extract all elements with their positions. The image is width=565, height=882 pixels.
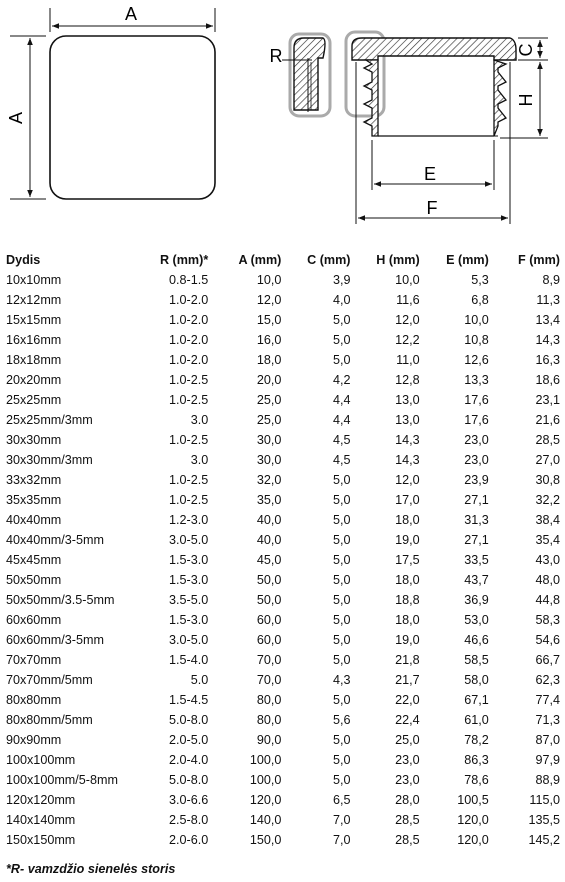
cell-f: 97,9 [535,753,560,767]
cell-c: 5,6 [333,713,351,727]
cell-r: 5.0-8.0 [169,713,209,727]
cell-e: 53,0 [464,613,489,627]
cell-size: 60x60mm [6,613,62,627]
cell-size: 40x40mm/3-5mm [6,533,104,547]
footnote: *R- vamzdžio sienelės storis [6,862,176,876]
table-row [0,290,565,310]
cell-c: 5,0 [333,513,351,527]
cell-r: 5.0-8.0 [169,773,209,787]
table-row [0,350,565,370]
cell-r: 3.0-6.6 [169,793,209,807]
cell-c: 5,0 [333,353,351,367]
cell-r: 1.0-2.5 [169,433,209,447]
cell-h: 18,0 [395,513,420,527]
cell-h: 13,0 [395,413,420,427]
cell-a: 150,0 [249,833,282,847]
cell-r: 3.5-5.0 [169,593,209,607]
cell-c: 7,0 [333,833,351,847]
cell-f: 44,8 [535,593,560,607]
cell-f: 16,3 [535,353,560,367]
cell-f: 23,1 [535,393,560,407]
cell-a: 120,0 [249,793,282,807]
cell-h: 14,3 [395,453,420,467]
cell-c: 5,0 [333,493,351,507]
cell-a: 10,0 [256,273,282,287]
cell-h: 12,8 [395,373,420,387]
cell-a: 90,0 [256,733,282,747]
table-row [0,450,565,470]
cell-f: 88,9 [535,773,560,787]
cell-r: 3.0-5.0 [169,633,209,647]
cell-c: 4,4 [333,393,351,407]
cell-e: 17,6 [464,413,489,427]
cell-r: 1.5-3.0 [169,613,209,627]
table-row [0,390,565,410]
cell-h: 12,0 [395,473,420,487]
label-c: C [516,43,536,57]
cell-size: 120x120mm [6,793,76,807]
header-h: H (mm) [376,253,420,267]
cell-c: 4,4 [333,413,351,427]
cell-size: 150x150mm [6,833,76,847]
table-row [0,710,565,730]
header-e: E (mm) [446,253,489,267]
cell-h: 19,0 [395,633,420,647]
cell-a: 30,0 [256,453,282,467]
cell-r: 3.0 [190,413,209,427]
cell-e: 43,7 [464,573,489,587]
cell-r: 1.2-3.0 [169,513,209,527]
cell-c: 5,0 [333,753,351,767]
cell-r: 1.0-2.5 [169,493,209,507]
cell-a: 50,0 [256,573,282,587]
cell-c: 5,0 [333,313,351,327]
table-row [0,370,565,390]
cell-a: 40,0 [256,533,282,547]
spec-table [0,250,565,850]
table-row [0,410,565,430]
cell-h: 22,0 [395,693,420,707]
cell-e: 67,1 [464,693,489,707]
label-e: E [423,164,437,184]
cell-a: 80,0 [256,693,282,707]
cell-a: 100,0 [249,753,282,767]
cell-f: 38,4 [535,513,560,527]
cell-e: 12,6 [464,353,489,367]
table-row [0,790,565,810]
cell-f: 135,5 [528,813,560,827]
cell-c: 5,0 [333,553,351,567]
cell-r: 2.0-5.0 [169,733,209,747]
cell-r: 5.0 [190,673,209,687]
cell-h: 11,6 [396,293,420,307]
cell-size: 25x25mm [6,393,62,407]
table-row [0,590,565,610]
cell-c: 7,0 [333,813,351,827]
cell-a: 140,0 [249,813,282,827]
cell-h: 14,3 [395,433,420,447]
cell-r: 1.5-3.0 [169,573,209,587]
cell-e: 23,0 [464,433,489,447]
cell-c: 5,0 [333,733,351,747]
cell-r: 2.0-4.0 [169,753,209,767]
table-row [0,690,565,710]
cell-size: 100x100mm/5-8mm [6,773,118,787]
cell-e: 13,3 [464,373,489,387]
cell-a: 35,0 [256,493,282,507]
cell-r: 1.0-2.0 [169,293,209,307]
cell-h: 21,8 [395,653,420,667]
cell-h: 12,2 [395,333,420,347]
cell-f: 30,8 [535,473,560,487]
cell-a: 60,0 [256,633,282,647]
front-square [50,36,215,199]
table-row [0,650,565,670]
cell-r: 2.0-6.0 [169,833,209,847]
table-row [0,510,565,530]
cell-f: 13,4 [535,313,560,327]
cell-c: 5,0 [333,473,351,487]
cell-f: 71,3 [535,713,560,727]
cell-c: 5,0 [333,773,351,787]
table-row [0,830,565,850]
cell-h: 28,5 [395,813,420,827]
table-row [0,610,565,630]
cell-r: 1.0-2.0 [169,333,209,347]
table-row [0,550,565,570]
cell-h: 18,0 [395,573,420,587]
cell-r: 1.0-2.5 [169,373,209,387]
cell-c: 5,0 [333,593,351,607]
cell-h: 13,0 [395,393,420,407]
cell-size: 45x45mm [6,553,62,567]
cell-e: 36,9 [464,593,489,607]
cell-c: 5,0 [333,533,351,547]
cell-c: 5,0 [333,693,351,707]
cell-c: 4,5 [333,453,351,467]
cell-h: 22,4 [395,713,420,727]
cell-f: 18,6 [535,373,560,387]
cell-r: 1.5-3.0 [169,553,209,567]
cell-r: 1.5-4.5 [169,693,209,707]
cell-size: 35x35mm [6,493,62,507]
cell-c: 5,0 [333,633,351,647]
cell-h: 23,0 [395,753,420,767]
cell-c: 5,0 [333,333,351,347]
cell-a: 32,0 [256,473,282,487]
cell-f: 66,7 [535,653,560,667]
technical-drawing [0,0,565,245]
cell-f: 14,3 [535,333,560,347]
cell-e: 10,8 [464,333,489,347]
cell-size: 140x140mm [6,813,76,827]
cell-e: 46,6 [464,633,489,647]
table-row [0,750,565,770]
table-row [0,670,565,690]
cell-e: 33,5 [464,553,489,567]
cell-f: 32,2 [535,493,560,507]
cell-size: 80x80mm/5mm [6,713,93,727]
cell-c: 5,0 [333,613,351,627]
cell-h: 12,0 [395,313,420,327]
cell-e: 31,3 [464,513,489,527]
cell-size: 70x70mm/5mm [6,673,93,687]
cell-size: 60x60mm/3-5mm [6,633,104,647]
cell-e: 23,0 [464,453,489,467]
cell-size: 15x15mm [6,313,62,327]
cell-size: 80x80mm [6,693,62,707]
cell-a: 45,0 [256,553,282,567]
label-a-side: A [6,111,26,125]
cell-r: 1.0-2.5 [169,393,209,407]
cell-h: 19,0 [395,533,420,547]
table-body [0,270,565,850]
cell-e: 78,6 [464,773,489,787]
cell-size: 40x40mm [6,513,62,527]
cell-size: 10x10mm [6,273,62,287]
header-f: F (mm) [518,253,560,267]
label-f: F [426,198,438,218]
cell-f: 87,0 [535,733,560,747]
table-row [0,530,565,550]
cell-size: 20x20mm [6,373,62,387]
cell-a: 80,0 [256,713,282,727]
cross-section [346,32,548,224]
cell-c: 4,0 [333,293,351,307]
table-row [0,730,565,750]
cell-e: 58,5 [464,653,489,667]
cell-size: 70x70mm [6,653,62,667]
cell-a: 20,0 [256,373,282,387]
cell-f: 43,0 [535,553,560,567]
cell-f: 77,4 [535,693,560,707]
table-row [0,810,565,830]
cell-a: 18,0 [256,353,282,367]
cell-size: 33x32mm [6,473,62,487]
cell-size: 90x90mm [6,733,62,747]
cell-f: 35,4 [535,533,560,547]
table-row [0,770,565,790]
cell-e: 58,0 [464,673,489,687]
cell-size: 100x100mm [6,753,76,767]
cell-e: 86,3 [464,753,489,767]
cell-r: 0.8-1.5 [169,273,209,287]
cell-e: 120,0 [457,833,489,847]
cell-size: 50x50mm [6,573,62,587]
cell-h: 17,5 [395,553,420,567]
cell-f: 11,3 [536,293,560,307]
cell-e: 23,9 [464,473,489,487]
cell-h: 18,8 [395,593,420,607]
cell-e: 17,6 [464,393,489,407]
table-row [0,430,565,450]
table-row [0,490,565,510]
cell-size: 25x25mm/3mm [6,413,93,427]
cell-e: 27,1 [464,533,489,547]
table-row [0,570,565,590]
cell-a: 16,0 [256,333,282,347]
cell-size: 12x12mm [6,293,62,307]
cell-c: 5,0 [333,573,351,587]
cell-size: 30x30mm/3mm [6,453,93,467]
cell-h: 23,0 [395,773,420,787]
table-row [0,630,565,650]
table-row [0,470,565,490]
cell-h: 17,0 [395,493,420,507]
cell-c: 4,3 [333,673,351,687]
cell-r: 1.5-4.0 [169,653,209,667]
cell-a: 100,0 [249,773,282,787]
cell-a: 15,0 [256,313,282,327]
cell-f: 62,3 [535,673,560,687]
cell-f: 58,3 [535,613,560,627]
cell-a: 50,0 [256,593,282,607]
header-a: A (mm) [238,253,282,267]
cell-a: 60,0 [256,613,282,627]
table-row [0,310,565,330]
cell-size: 16x16mm [6,333,62,347]
cell-a: 40,0 [256,513,282,527]
header-c: C (mm) [307,253,351,267]
table-row [0,330,565,350]
cell-c: 6,5 [333,793,351,807]
cell-a: 25,0 [256,393,282,407]
cell-r: 2.5-8.0 [169,813,209,827]
cell-size: 30x30mm [6,433,62,447]
cell-a: 12,0 [256,293,282,307]
cell-e: 120,0 [457,813,489,827]
cell-c: 4,2 [333,373,351,387]
table-header-row [0,250,565,270]
table-row [0,270,565,290]
cell-h: 28,0 [395,793,420,807]
cell-a: 70,0 [256,653,282,667]
cell-size: 50x50mm/3.5-5mm [6,593,115,607]
cell-h: 28,5 [395,833,420,847]
cell-r: 3.0-5.0 [169,533,209,547]
label-r: R [269,46,283,66]
cell-e: 5,3 [471,273,489,287]
cell-f: 48,0 [535,573,560,587]
cell-e: 61,0 [464,713,489,727]
cell-r: 3.0 [190,453,209,467]
cell-r: 1.0-2.5 [169,473,209,487]
cell-h: 18,0 [395,613,420,627]
cell-h: 11,0 [396,353,420,367]
cell-f: 145,2 [528,833,560,847]
cell-size: 18x18mm [6,353,62,367]
label-a-top: A [124,4,138,24]
cell-a: 70,0 [256,673,282,687]
cell-r: 1.0-2.0 [169,313,209,327]
cell-e: 100,5 [457,793,489,807]
cell-h: 10,0 [395,273,420,287]
cell-c: 3,9 [333,273,351,287]
cell-f: 8,9 [542,273,560,287]
cell-f: 21,6 [535,413,560,427]
cell-e: 78,2 [464,733,489,747]
cell-e: 6,8 [471,293,489,307]
header-size: Dydis [6,253,41,267]
cell-f: 27,0 [535,453,560,467]
cell-e: 27,1 [464,493,489,507]
cell-f: 54,6 [535,633,560,647]
cell-f: 28,5 [535,433,560,447]
front-view [6,4,215,199]
cell-e: 10,0 [464,313,489,327]
cell-c: 5,0 [333,653,351,667]
cell-h: 21,7 [395,673,420,687]
header-r: R (mm)* [159,253,209,267]
cell-h: 25,0 [395,733,420,747]
cell-a: 30,0 [256,433,282,447]
label-h: H [516,93,536,107]
detail-r [270,34,331,116]
cell-a: 25,0 [256,413,282,427]
cell-f: 115,0 [529,793,560,807]
cell-c: 4,5 [333,433,351,447]
cell-r: 1.0-2.0 [169,353,209,367]
